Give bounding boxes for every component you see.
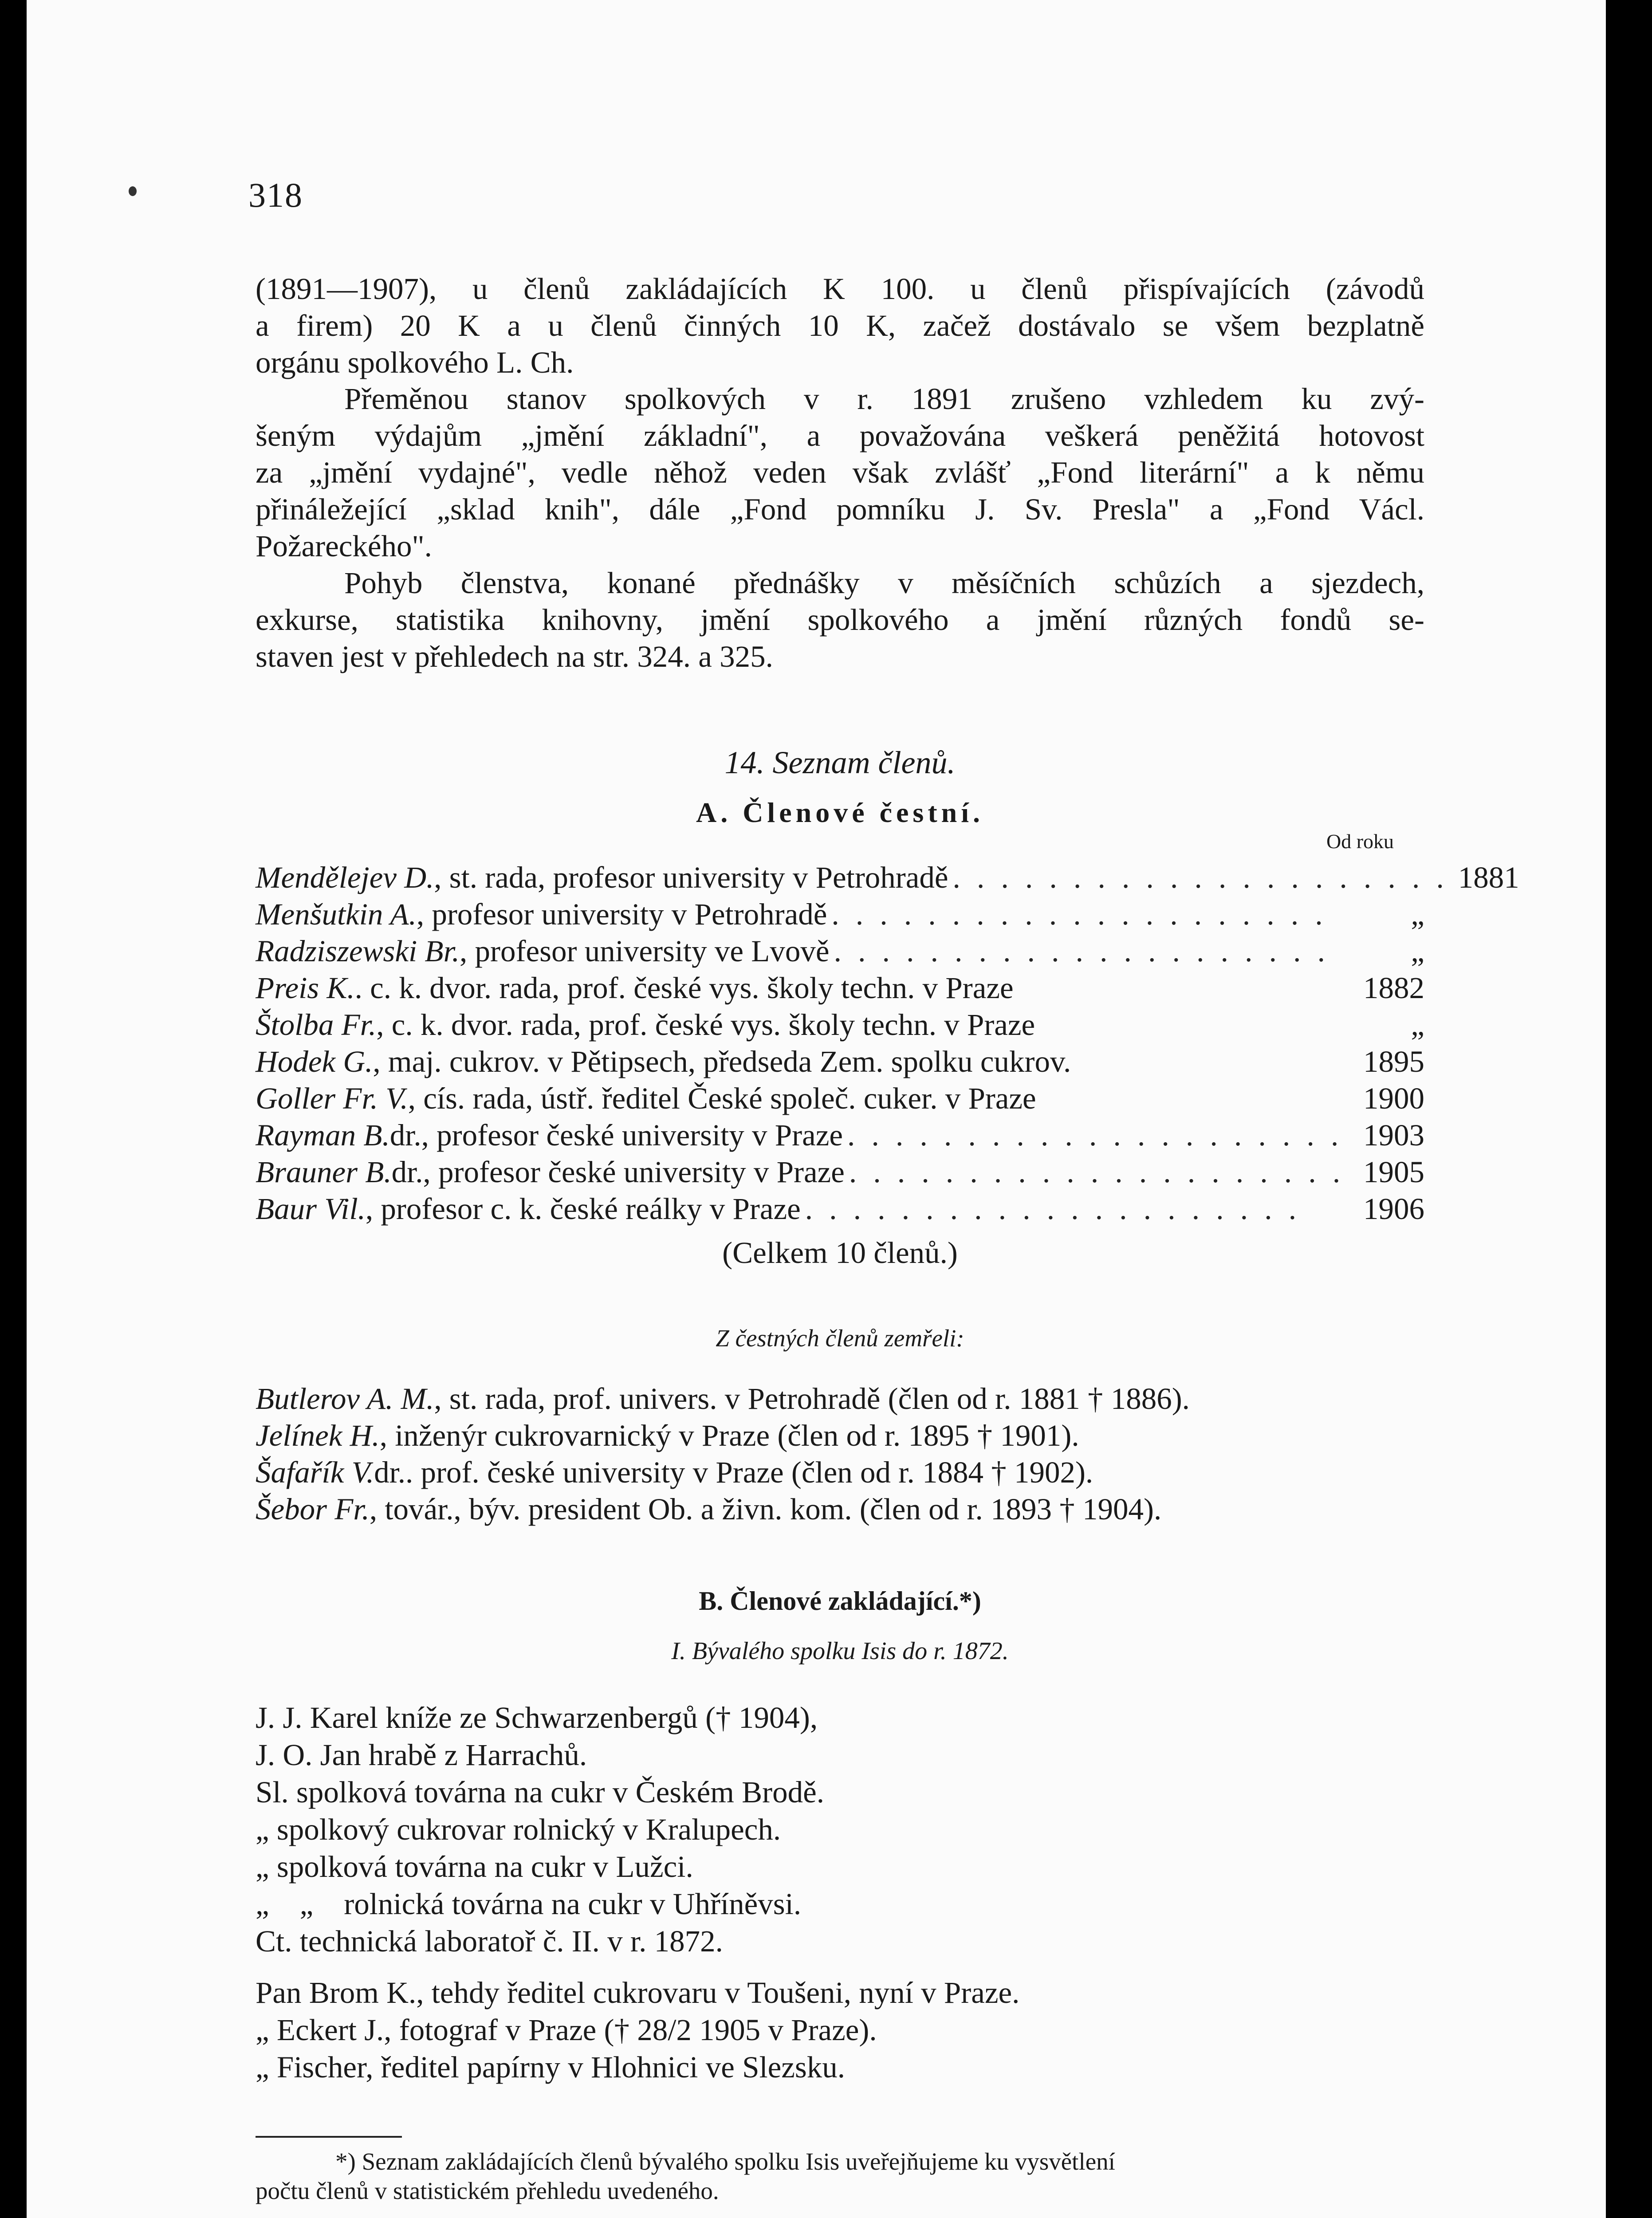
member-description: , profesor c. k. české reálky v Praze — [365, 1192, 801, 1226]
subsection-b-title: B. Členové zakládající.*) — [699, 1586, 981, 1616]
list-item: „ Eckert J., fotograf v Praze († 28/2 1905 v Praze). — [256, 2013, 877, 2047]
member-description: , st. rada, prof. univers. v Petrohradě (člen od r. 1881 † 1886). — [434, 1382, 1190, 1416]
scan-speck — [129, 186, 137, 196]
founders-list — [256, 1699, 824, 1960]
member-name: Radziszewski Br. — [256, 934, 460, 968]
member-description: dr., profesor české university v Praze — [389, 1118, 843, 1152]
text-line: a firem) 20 K a u členů činných 10 K, začež dostávalo se všem bezplatně — [256, 309, 1424, 342]
footnote-line: *) Seznam zakládajících členů bývalého spolku Isis uveřejňujeme ku vysvětlení — [335, 2148, 1115, 2175]
list-item: „ „ rolnická továrna na cukr v Uhříněvsi. — [256, 1887, 802, 1921]
text-line: přináležející „sklad knih", dále „Fond pomníku J. Sv. Presla" a „Fond Václ. — [256, 492, 1424, 526]
column-header-od-roku: Od roku — [1326, 830, 1394, 853]
founders-persons-list — [256, 1974, 1019, 2086]
text-line: Požareckého". — [256, 529, 432, 563]
member-name: Štolba Fr. — [256, 1008, 377, 1042]
list-item: J. O. Jan hrabě z Harrachů. — [256, 1738, 587, 1772]
list-item — [256, 1043, 1424, 1080]
list-item — [256, 1080, 1424, 1117]
member-description: , c. k. dvor. rada, prof. české vys. školy techn. v Praze — [376, 1008, 1035, 1042]
list-item — [256, 1491, 1424, 1528]
text-line: šeným výdajům „jmění základní", a považována veškerá peněžitá hotovost — [256, 419, 1424, 452]
member-name: Menšutkin A. — [256, 897, 417, 931]
subsection-a-title: A. Členové čestní. — [696, 797, 984, 828]
member-year: „ — [1411, 934, 1424, 968]
section-title: 14. Seznam členů. — [724, 745, 956, 780]
list-item: Menšutkin A. , profesor university v Petrohradě . . . . . . . . . . . . . . . . . . . . . „ — [256, 896, 1424, 933]
member-description: . c. k. dvor. rada, prof. české vys. školy techn. v Praze — [354, 971, 1014, 1005]
member-description: dr.. prof. české university v Praze (člen od r. 1884 † 1902). — [374, 1455, 1093, 1489]
list-item: Mendělejev D. , st. rada, profesor university v Petrohradě . . . . . . . . . . . . . . . . . . . . . 1881 — [256, 859, 1424, 896]
list-item: „ Fischer, ředitel papírny v Hlohnici ve Slezsku. — [256, 2050, 845, 2084]
text-line: za „jmění vydajné", vedle něhož veden však zvlášť „Fond literární" a k němu — [256, 456, 1424, 489]
list-item: „ spolkový cukrovar rolnický v Kralupech. — [256, 1813, 781, 1846]
member-year: 1905 — [1363, 1155, 1424, 1189]
member-year: 1900 — [1363, 1081, 1424, 1115]
list-item — [256, 970, 1424, 1007]
text-line: (1891—1907), u členů zakládajících K 100. u členů přispívajících (závodů — [256, 272, 1424, 306]
member-year: „ — [1411, 897, 1424, 931]
subsection-b-subtitle: I. Bývalého spolku Isis do r. 1872. — [671, 1637, 1009, 1665]
member-year: 1906 — [1363, 1192, 1424, 1226]
list-item: Sl. spolková továrna na cukr v Českém Brodě. — [256, 1775, 824, 1809]
member-year: 1903 — [1363, 1118, 1424, 1152]
list-item: Rayman B. dr., profesor české university v Praze . . . . . . . . . . . . . . . . . . . . . 1903 — [256, 1117, 1424, 1154]
member-description: , továr., býv. president Ob. a živn. kom. (člen od r. 1893 † 1904). — [369, 1492, 1162, 1526]
member-description: , inženýr cukrovarnický v Praze (člen od r. 1895 † 1901). — [379, 1419, 1079, 1452]
member-description: , profesor university ve Lvově — [460, 934, 830, 968]
document-page — [27, 0, 1606, 2218]
footnote-line: počtu členů v statistickém přehledu uvedeného. — [256, 2177, 719, 2204]
list-item: Brauner B. dr., profesor české university v Praze . . . . . . . . . . . . . . . . . . . . . 1905 — [256, 1154, 1424, 1191]
member-name: Mendělejev D. — [256, 861, 434, 894]
list-item: Radziszewski Br. , profesor university ve Lvově . . . . . . . . . . . . . . . . . . . . . „ — [256, 933, 1424, 970]
member-year: „ — [1411, 1008, 1424, 1042]
member-description: , maj. cukrov. v Pětipsech, předseda Zem. spolku cukrov. — [373, 1045, 1071, 1078]
text-line: Pohyb členstva, konané přednášky v měsíčních schůzích a sjezdech, — [344, 566, 1424, 600]
text-line: staven jest v přehledech na str. 324. a 325. — [256, 640, 773, 673]
member-name: Goller Fr. V. — [256, 1081, 408, 1115]
list-item — [256, 1380, 1424, 1417]
member-name: Brauner B. — [256, 1155, 392, 1189]
list-item: Pan Brom K., tehdy ředitel cukrovaru v Toušeni, nyní v Praze. — [256, 1976, 1020, 2010]
member-name: Šafařík V. — [256, 1455, 374, 1489]
list-item: J. J. Karel kníže ze Schwarzenbergů († 1904), — [256, 1701, 818, 1734]
member-description: , profesor university v Petrohradě — [416, 897, 827, 931]
member-description: , st. rada, profesor university v Petrohradě — [434, 861, 948, 894]
member-year: 1895 — [1363, 1045, 1424, 1078]
list-item — [256, 1454, 1424, 1491]
list-item: Baur Vil. , profesor c. k. české reálky v Praze . . . . . . . . . . . . . . . . . . . . . 1906 — [256, 1191, 1424, 1227]
member-name: Šebor Fr. — [256, 1492, 370, 1526]
member-description: dr., profesor české university v Praze — [391, 1155, 845, 1189]
honorary-total: (Celkem 10 členů.) — [722, 1236, 958, 1270]
deceased-title: Z čestných členů zemřeli: — [716, 1325, 964, 1352]
member-name: Baur Vil. — [256, 1192, 366, 1226]
member-name: Jelínek H. — [256, 1419, 380, 1452]
member-name: Preis K. — [256, 971, 355, 1005]
member-description: , cís. rada, ústř. ředitel České společ. cuker. v Praze — [408, 1081, 1036, 1115]
member-year: 1882 — [1363, 971, 1424, 1005]
list-item: Ct. technická laboratoř č. II. v r. 1872. — [256, 1924, 723, 1958]
member-name: Rayman B. — [256, 1118, 390, 1152]
paragraph-pohyb — [256, 565, 1424, 675]
text-line: exkurse, statistika knihovny, jmění spolkového a jmění různých fondů se- — [256, 603, 1424, 637]
page-number: 318 — [248, 176, 303, 214]
member-year: 1881 — [1458, 861, 1519, 894]
text-line: orgánu spolkového L. Ch. — [256, 346, 574, 379]
intro-paragraph — [256, 271, 1424, 381]
list-item — [256, 1007, 1424, 1043]
footnote — [256, 2147, 1424, 2206]
list-item — [256, 1417, 1424, 1454]
member-name: Butlerov A. M. — [256, 1382, 434, 1416]
footnote-rule — [256, 2136, 402, 2138]
text-line: Přeměnou stanov spolkových v r. 1891 zrušeno vzhledem ku zvý- — [344, 382, 1424, 416]
member-name: Hodek G. — [256, 1045, 373, 1078]
list-item: „ spolková továrna na cukr v Lužci. — [256, 1850, 693, 1884]
paragraph-stanovy — [256, 381, 1424, 565]
